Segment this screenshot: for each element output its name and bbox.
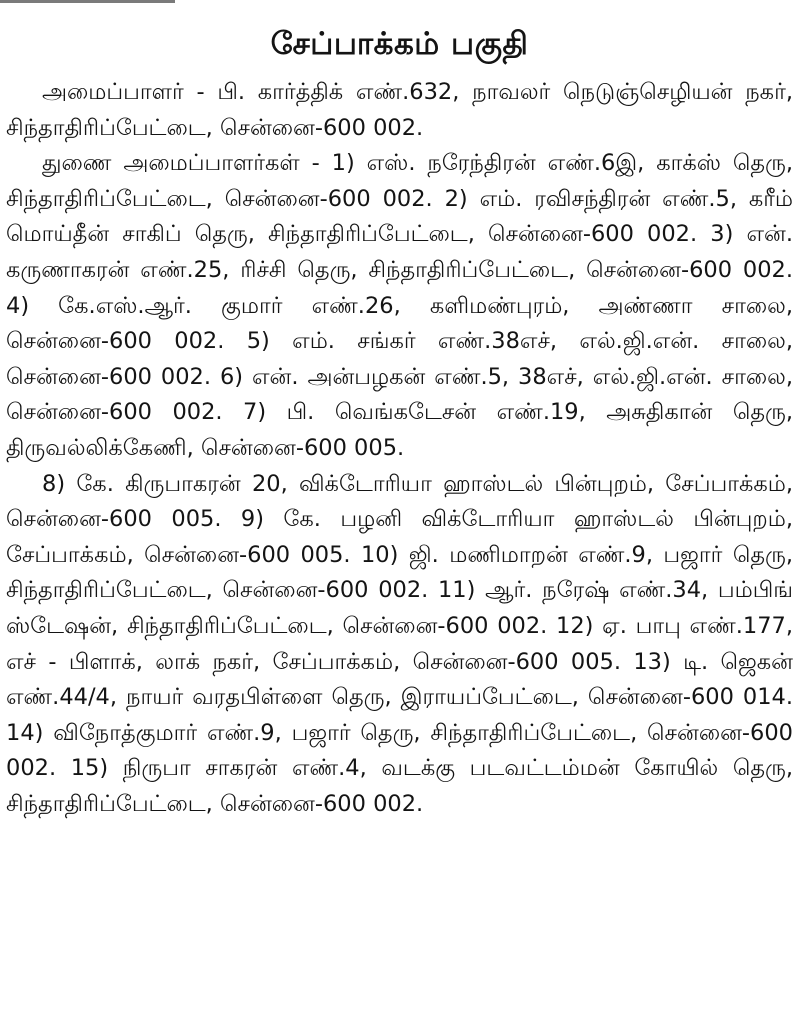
deputy-organizers-continued-paragraph: 8) கே. கிருபாகரன் 20, விக்டோரியா ஹாஸ்டல் பின்புறம், சேப்பாக்கம், சென்னை-600 005. 9) கே. பழனி விக்டோரியா ஹாஸ்டல் பின்புறம், சேப்பாக்கம், சென்னை-600 005. 10) ஜி. மணிமாறன் எண்.9, பஜார் தெரு, சிந்தாதிரிப்பேட்டை, சென்னை-600 002. 11) ஆர். நரேஷ் எண்.34, பம்பிங் ஸ்டேஷன், சிந்தாதிரிப்பேட்டை, சென்னை-600 002. 12) ஏ. பாபு எண்.177, எச் - பிளாக், லாக் நகர், சேப்பாக்கம், சென்னை-600 005. 13) டி. ஜெகன் எண்.44/4, நாயர் வரதபிள்ளை தெரு, இராயப்பேட்டை, சென்னை-600 014. 14) விநோத்குமார் எண்.9, பஜார் தெரு, சிந்தாதிரிப்பேட்டை, சென்னை-600 002. 15) நிருபா சாகரன் எண்.4, வடக்கு படவட்டம்மன் கோயில் தெரு, சிந்தாதிரிப்பேட்டை, சென்னை-600 002. (6, 470, 793, 817)
top-rule-divider (0, 0, 175, 3)
deputy-organizers-paragraph: துணை அமைப்பாளர்கள் - 1) எஸ். நரேந்திரன் எண்.6இ, காக்ஸ் தெரு, சிந்தாதிரிப்பேட்டை, சென்னை-600 002. 2) எம். ரவிசந்திரன் எண்.5, கரீம் மொய்தீன் சாகிப் தெரு, சிந்தாதிரிப்பேட்டை, சென்னை-600 002. 3) என். கருணாகரன் எண்.25, ரிச்சி தெரு, சிந்தாதிரிப்பேட்டை, சென்னை-600 002. 4) கே.எஸ்.ஆர். குமார் எண்.26, களிமண்புரம், அண்ணா சாலை, சென்னை-600 002. 5) எம். சங்கர் எண்.38எச், எல்.ஜி.என். சாலை, சென்னை-600 002. 6) என். அன்பழகன் எண்.5, 38எச், எல்.ஜி.என். சாலை, சென்னை-600 002. 7) பி. வெங்கடேசன் எண்.19, அசுதிகான் தெரு, திருவல்லிக்கேணி, சென்னை-600 005. (6, 150, 793, 461)
section-title: சேப்பாக்கம் பகுதி (270, 26, 529, 62)
organizer-paragraph: அமைப்பாளர் - பி. கார்த்திக் எண்.632, நாவலர் நெடுஞ்செழியன் நகர், சிந்தாதிரிப்பேட்டை, சென்னை-600 002. (6, 79, 793, 141)
